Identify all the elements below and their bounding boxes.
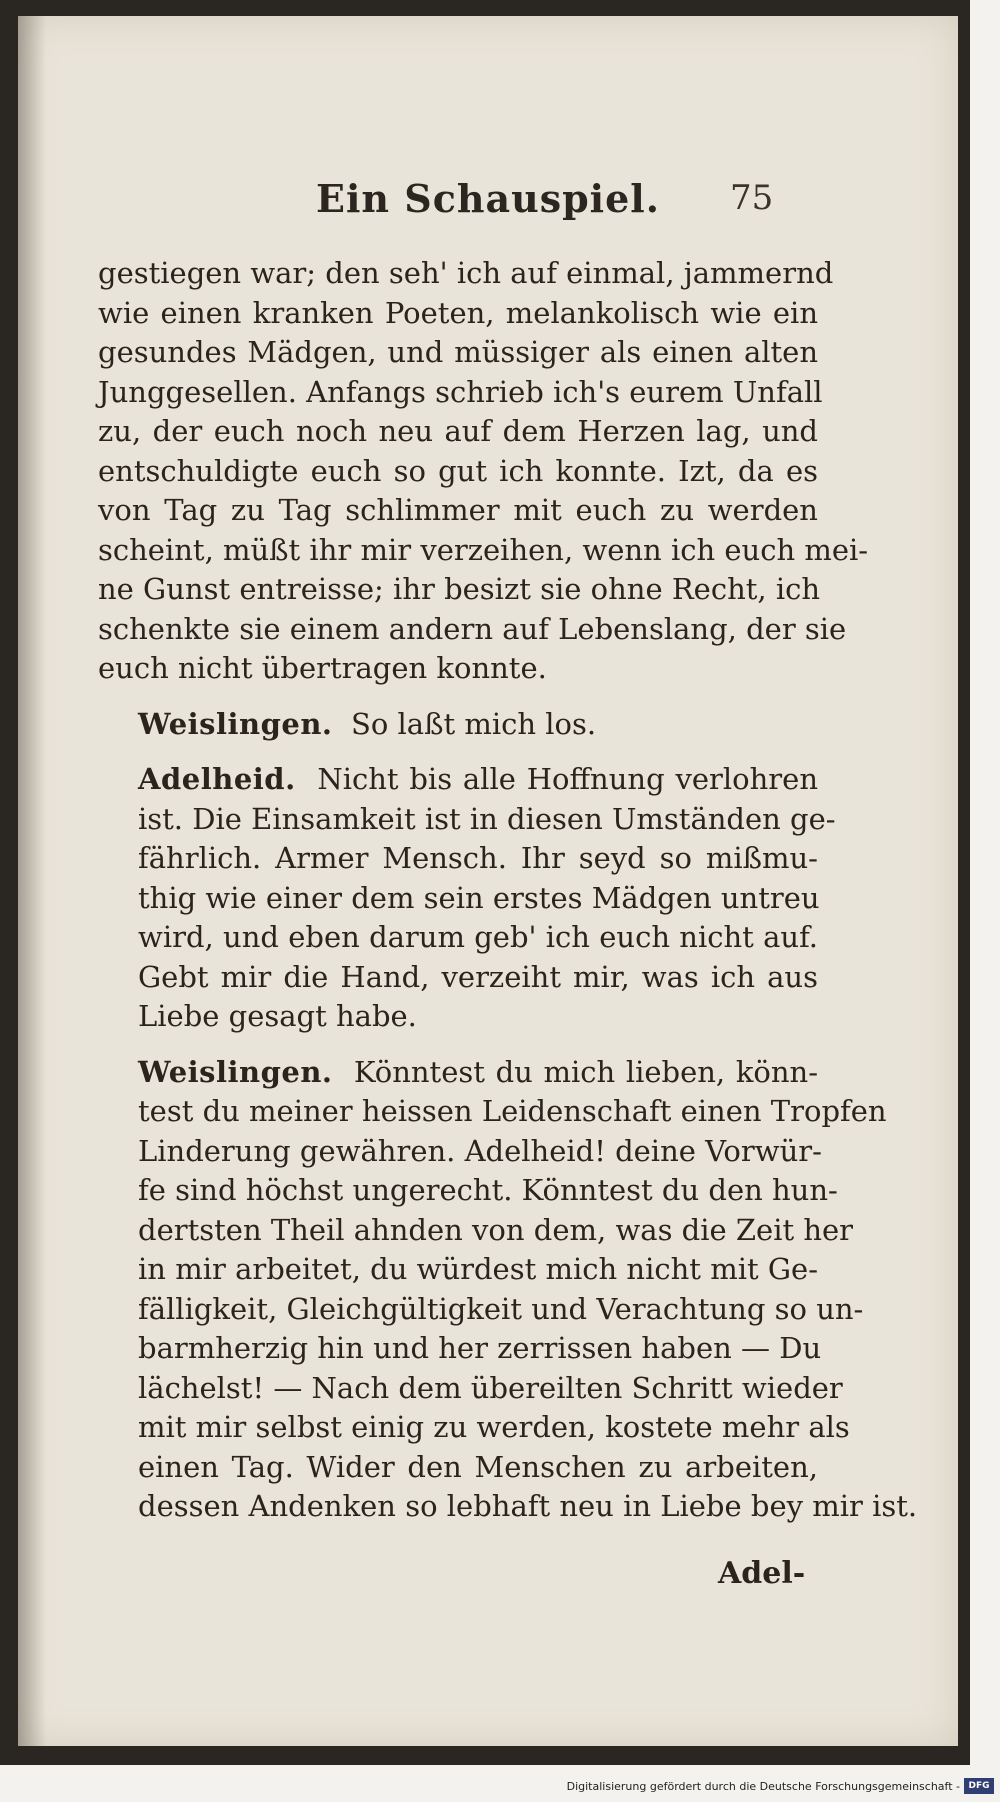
text-line: ne Gunst entreisse; ihr besizt sie ohne Recht, ich <box>98 572 821 606</box>
running-head <box>18 166 958 236</box>
text-line: mit mir selbst einig zu werden, kostete mehr als <box>138 1410 850 1444</box>
text-line <box>98 760 818 800</box>
text-line: ist. Die Einsamkeit ist in diesen Umständen ge- <box>138 801 836 836</box>
text-line: Liebe gesagt habe. <box>138 999 417 1033</box>
text-line: in mir arbeitet, du würdest mich nicht mit Ge- <box>138 1252 818 1286</box>
speaker-name: Weislingen. <box>138 706 333 741</box>
page-number: 75 <box>730 178 774 218</box>
text-line: Junggesellen. Anfangs schrieb ich's eurem Unfall <box>98 374 823 409</box>
text-line: dertsten Theil ahnden von dem, was die Zeit her <box>138 1212 854 1247</box>
text-line: einen Tag. Wider den Menschen zu arbeiten, <box>138 1449 818 1484</box>
text-line: von Tag zu Tag schlimmer mit euch zu werden <box>98 493 818 527</box>
text-line: euch nicht übertragen konnte. <box>98 651 547 685</box>
text-line: Gebt mir die Hand, verzeiht mir, was ich aus <box>138 959 818 994</box>
speech-text: So laßt mich los. <box>350 706 597 741</box>
text-line <box>98 705 818 745</box>
paragraph-weislingen-2 <box>98 1053 918 1527</box>
text-line: zu, der euch noch neu auf dem Herzen lag, und <box>98 414 818 448</box>
text-line: wie einen kranken Poeten, melankolisch wie ein <box>98 295 818 330</box>
speaker-name: Weislingen. <box>138 1054 333 1089</box>
speech-text: Nicht bis alle Hoffnung verlohren <box>317 762 818 796</box>
text-line: dessen Andenken so lebhaft neu in Liebe bey mir ist. <box>138 1489 918 1523</box>
book-page <box>18 16 958 1746</box>
text-body <box>98 254 918 1527</box>
text-line: fährlich. Armer Mensch. Ihr seyd so mißmu- <box>138 841 818 875</box>
text-line: gestiegen war; den seh' ich auf einmal, jammernd <box>98 256 834 290</box>
text-line: gesundes Mädgen, und müssiger als einen alten <box>98 335 818 369</box>
paragraph-adelheid <box>98 760 836 1037</box>
text-line: scheint, müßt ihr mir verzeihen, wenn ich euch mei- <box>98 532 869 567</box>
dfg-logo: DFG <box>964 1778 994 1794</box>
running-head-title: Ein Schauspiel. <box>316 176 660 221</box>
text-line: fe sind höchst ungerecht. Könntest du den hun- <box>138 1173 838 1207</box>
paragraph-weislingen-1 <box>98 705 818 745</box>
text-line: wird, und eben darum geb' ich euch nicht auf. <box>138 920 818 954</box>
page-gutter-shadow <box>18 16 46 1746</box>
catchword: Adel- <box>718 1556 806 1591</box>
speech-text: Könntest du mich lieben, könn- <box>353 1054 818 1089</box>
text-line: entschuldigte euch so gut ich konnte. Izt, da es <box>98 453 818 488</box>
text-line: lächelst! — Nach dem übereilten Schritt wieder <box>138 1370 843 1405</box>
funding-credit: Digitalisierung gefördert durch die Deutsche Forschungsgemeinschaft - <box>566 1780 960 1793</box>
speaker-name: Adelheid. <box>138 762 296 796</box>
text-line <box>98 1053 818 1093</box>
text-line: test du meiner heissen Leidenschaft einen Tropfen <box>138 1094 887 1128</box>
text-line: barmherzig hin und her zerrissen haben — Du <box>138 1331 822 1365</box>
digitization-footer <box>0 1772 1000 1802</box>
text-line: fälligkeit, Gleichgültigkeit und Verachtung so un- <box>138 1291 864 1326</box>
text-line: thig wie einer dem sein erstes Mädgen untreu <box>138 880 820 915</box>
paragraph-continuation <box>98 254 869 689</box>
text-line: Linderung gewähren. Adelheid! deine Vorwür- <box>138 1133 822 1168</box>
text-line: schenkte sie einem andern auf Lebenslang, der sie <box>98 611 847 646</box>
